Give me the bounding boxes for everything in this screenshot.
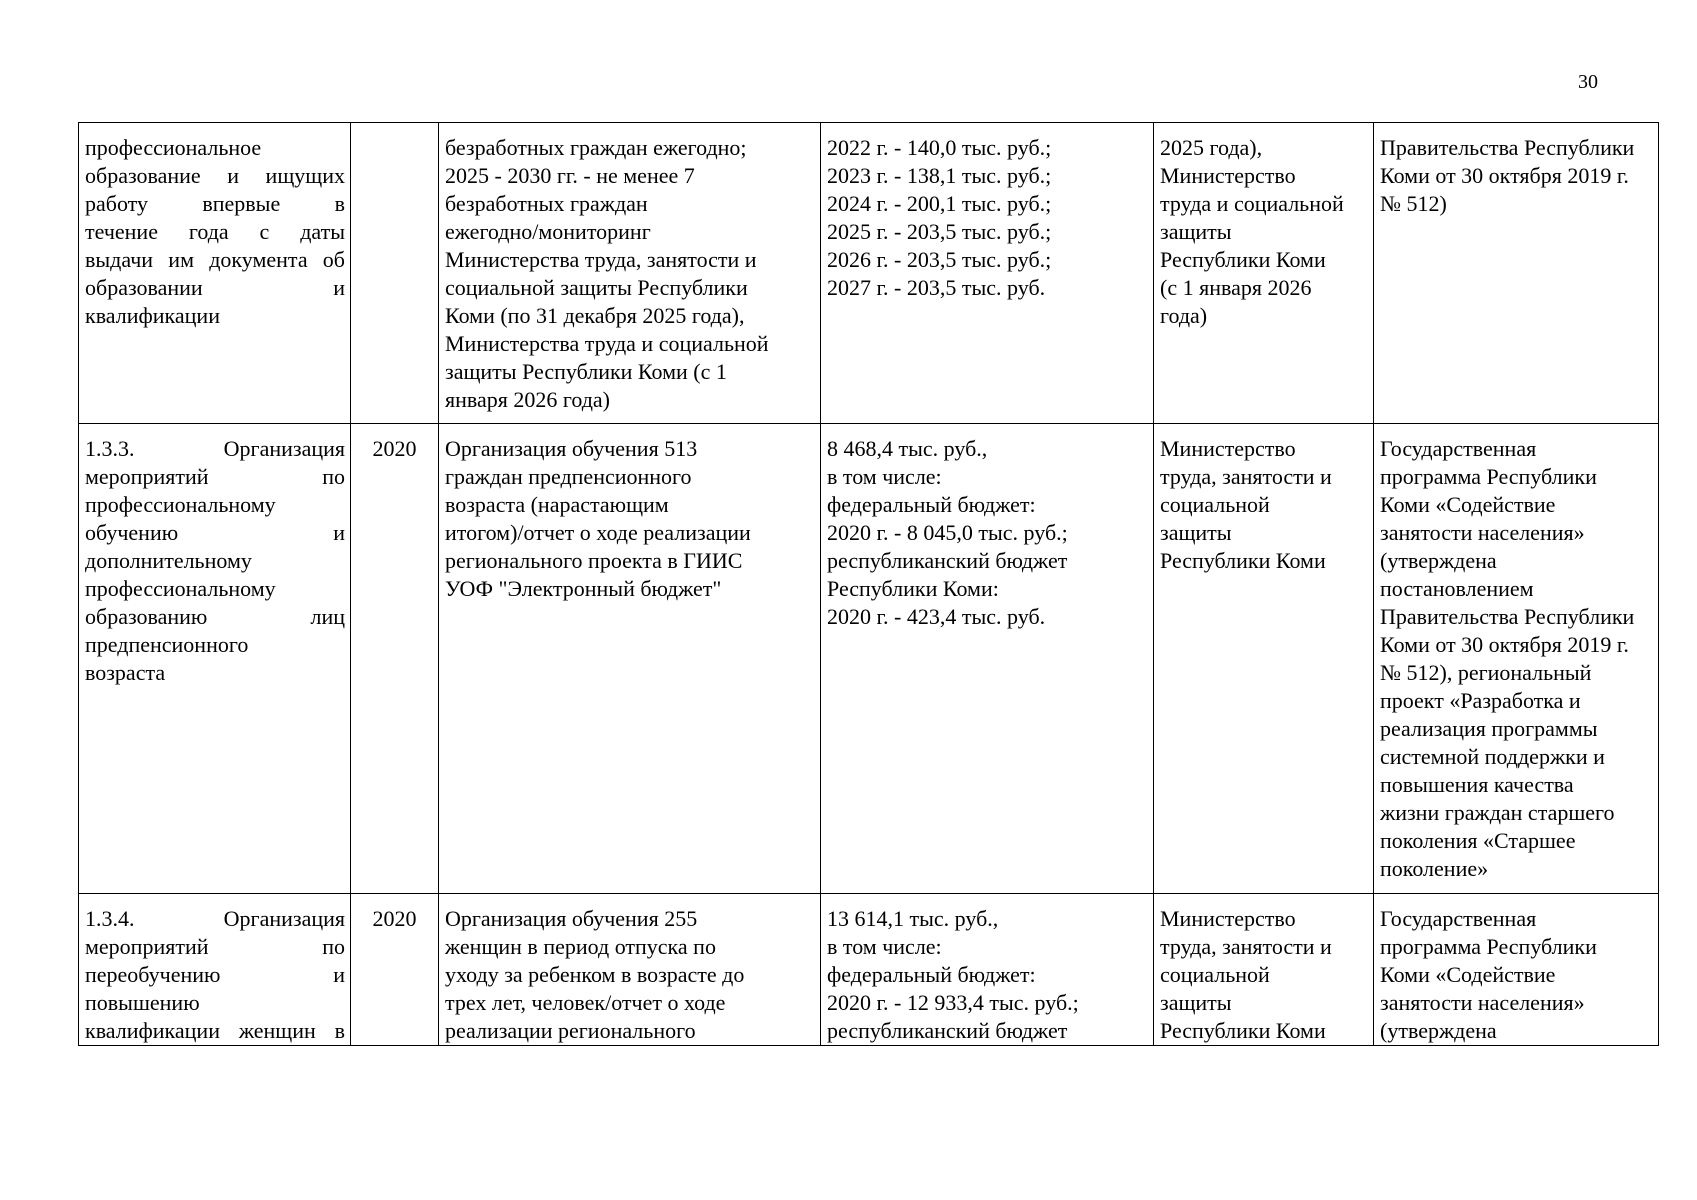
funding-line: республиканский бюджет [827, 548, 1068, 573]
name-line: образование и ищущих [85, 163, 345, 188]
measure-name-cell [79, 123, 351, 424]
executor-line: Министерство [1160, 906, 1296, 931]
executor-line: Республики Коми [1160, 1018, 1326, 1043]
basis-line: жизни граждан старшего [1380, 800, 1615, 825]
basis-cell [1374, 424, 1659, 894]
executor-line: труда и социальной [1160, 191, 1344, 216]
table-row [79, 123, 1659, 424]
result-line: января 2026 года) [445, 387, 610, 412]
basis-line: Правительства Республики [1380, 604, 1635, 629]
result-line: УОФ "Электронный бюджет" [445, 576, 722, 601]
executor-cell [1154, 123, 1374, 424]
executor-line: Республики Коми [1160, 548, 1326, 573]
name-line: мероприятий по [85, 934, 345, 959]
funding-line: 2020 г. - 423,4 тыс. руб. [827, 604, 1046, 629]
name-line: возраста [85, 660, 166, 685]
result-line: женщин в период отпуска по [445, 934, 716, 959]
executor-line: социальной [1160, 492, 1270, 517]
basis-line: № 512), региональный [1380, 660, 1592, 685]
executor-line: Республики Коми [1160, 247, 1326, 272]
result-line: Министерства труда и социальной [445, 331, 769, 356]
funding-line: 2022 г. - 140,0 тыс. руб.; [827, 135, 1052, 160]
basis-line: (утверждена [1380, 1018, 1497, 1043]
result-line: Организация обучения 255 [445, 906, 698, 931]
basis-line: № 512) [1380, 191, 1447, 216]
funding-line: 2025 г. - 203,5 тыс. руб.; [827, 219, 1052, 244]
result-line: Министерства труда, занятости и [445, 247, 757, 272]
result-line: социальной защиты Республики [445, 275, 748, 300]
measure-name-cell [79, 894, 351, 1046]
name-line: 1.3.3. Организация [85, 436, 345, 461]
name-line: профессиональное [85, 135, 262, 160]
executor-line: Министерство [1160, 436, 1296, 461]
basis-line: реализация программы [1380, 716, 1598, 741]
executor-line: труда, занятости и [1160, 934, 1332, 959]
result-line: Коми (по 31 декабря 2025 года), [445, 303, 745, 328]
funding-line: 2023 г. - 138,1 тыс. руб.; [827, 163, 1052, 188]
result-line: безработных граждан [445, 191, 648, 216]
executor-line: (с 1 января 2026 [1160, 275, 1312, 300]
executor-cell [1154, 894, 1374, 1046]
name-line: профессиональному [85, 492, 276, 517]
funding-line: в том числе: [827, 464, 942, 489]
basis-line: программа Республики [1380, 464, 1597, 489]
executor-line: защиты [1160, 520, 1232, 545]
result-line: 2025 - 2030 гг. - не менее 7 [445, 163, 695, 188]
basis-line: постановлением [1380, 576, 1534, 601]
basis-line: Государственная [1380, 906, 1537, 931]
funding-line: 2020 г. - 8 045,0 тыс. руб.; [827, 520, 1068, 545]
name-line: переобучению и [85, 962, 345, 987]
funding-line: 2020 г. - 12 933,4 тыс. руб.; [827, 990, 1079, 1015]
basis-line: Государственная [1380, 436, 1537, 461]
name-line: мероприятий по [85, 464, 345, 489]
funding-line: 13 614,1 тыс. руб., [827, 906, 999, 931]
basis-line: Коми от 30 октября 2019 г. [1380, 163, 1629, 188]
measures-table [78, 122, 1659, 1046]
name-line: образовании и [85, 275, 345, 300]
name-line: квалификации женщин в [85, 1018, 345, 1043]
year-cell [351, 123, 439, 424]
measure-name-cell [79, 424, 351, 894]
result-cell [439, 424, 821, 894]
funding-cell [821, 123, 1154, 424]
basis-line: Коми «Содействие [1380, 492, 1556, 517]
executor-cell [1154, 424, 1374, 894]
basis-line: Коми «Содействие [1380, 962, 1556, 987]
result-line: реализации регионального [445, 1018, 696, 1043]
funding-cell [821, 424, 1154, 894]
year-cell: 2020 [351, 894, 439, 1046]
name-line: квалификации [85, 303, 220, 328]
basis-line: занятости населения» [1380, 990, 1585, 1015]
name-line: образованию лиц [85, 604, 345, 629]
name-line: выдачи им документа об [85, 247, 345, 272]
funding-line: Республики Коми: [827, 576, 999, 601]
funding-line: 2024 г. - 200,1 тыс. руб.; [827, 191, 1052, 216]
executor-line: социальной [1160, 962, 1270, 987]
executor-line: года) [1160, 303, 1208, 328]
basis-line: (утверждена [1380, 548, 1497, 573]
funding-line: федеральный бюджет: [827, 962, 1036, 987]
name-line: обучению и [85, 520, 345, 545]
funding-line: 2027 г. - 203,5 тыс. руб. [827, 275, 1046, 300]
result-line: трех лет, человек/отчет о ходе [445, 990, 726, 1015]
result-line: возраста (нарастающим [445, 492, 669, 517]
basis-line: поколения «Старшее [1380, 828, 1576, 853]
funding-cell [821, 894, 1154, 1046]
basis-cell [1374, 123, 1659, 424]
executor-line: защиты [1160, 219, 1232, 244]
basis-line: проект «Разработка и [1380, 688, 1581, 713]
page-number: 30 [1578, 71, 1598, 93]
result-line: уходу за ребенком в возрасте до [445, 962, 745, 987]
table-row [79, 424, 1659, 894]
executor-line: Министерство [1160, 163, 1296, 188]
table-row [79, 894, 1659, 1046]
funding-line: 2026 г. - 203,5 тыс. руб.; [827, 247, 1052, 272]
result-line: защиты Республики Коми (с 1 [445, 359, 727, 384]
executor-line: труда, занятости и [1160, 464, 1332, 489]
result-line: итогом)/отчет о ходе реализации [445, 520, 751, 545]
funding-line: в том числе: [827, 934, 942, 959]
result-cell [439, 123, 821, 424]
executor-line: 2025 года), [1160, 135, 1263, 160]
name-line: работу впервые в [85, 191, 345, 216]
basis-line: занятости населения» [1380, 520, 1585, 545]
name-line: профессиональному [85, 576, 276, 601]
name-line: течение года с даты [85, 219, 345, 244]
year-cell: 2020 [351, 424, 439, 894]
basis-line: программа Республики [1380, 934, 1597, 959]
result-line: безработных граждан ежегодно; [445, 135, 747, 160]
result-line: граждан предпенсионного [445, 464, 692, 489]
name-line: 1.3.4. Организация [85, 906, 345, 931]
result-line: регионального проекта в ГИИС [445, 548, 743, 573]
name-line: повышению [85, 990, 200, 1015]
basis-cell [1374, 894, 1659, 1046]
basis-line: повышения качества [1380, 772, 1574, 797]
funding-line: 8 468,4 тыс. руб., [827, 436, 988, 461]
executor-line: защиты [1160, 990, 1232, 1015]
funding-line: республиканский бюджет [827, 1018, 1068, 1043]
basis-line: Правительства Республики [1380, 135, 1635, 160]
result-line: ежегодно/мониторинг [445, 219, 651, 244]
basis-line: поколение» [1380, 856, 1489, 881]
basis-line: системной поддержки и [1380, 744, 1605, 769]
name-line: дополнительному [85, 548, 252, 573]
funding-line: федеральный бюджет: [827, 492, 1036, 517]
name-line: предпенсионного [85, 632, 249, 657]
result-cell [439, 894, 821, 1046]
result-line: Организация обучения 513 [445, 436, 698, 461]
basis-line: Коми от 30 октября 2019 г. [1380, 632, 1629, 657]
